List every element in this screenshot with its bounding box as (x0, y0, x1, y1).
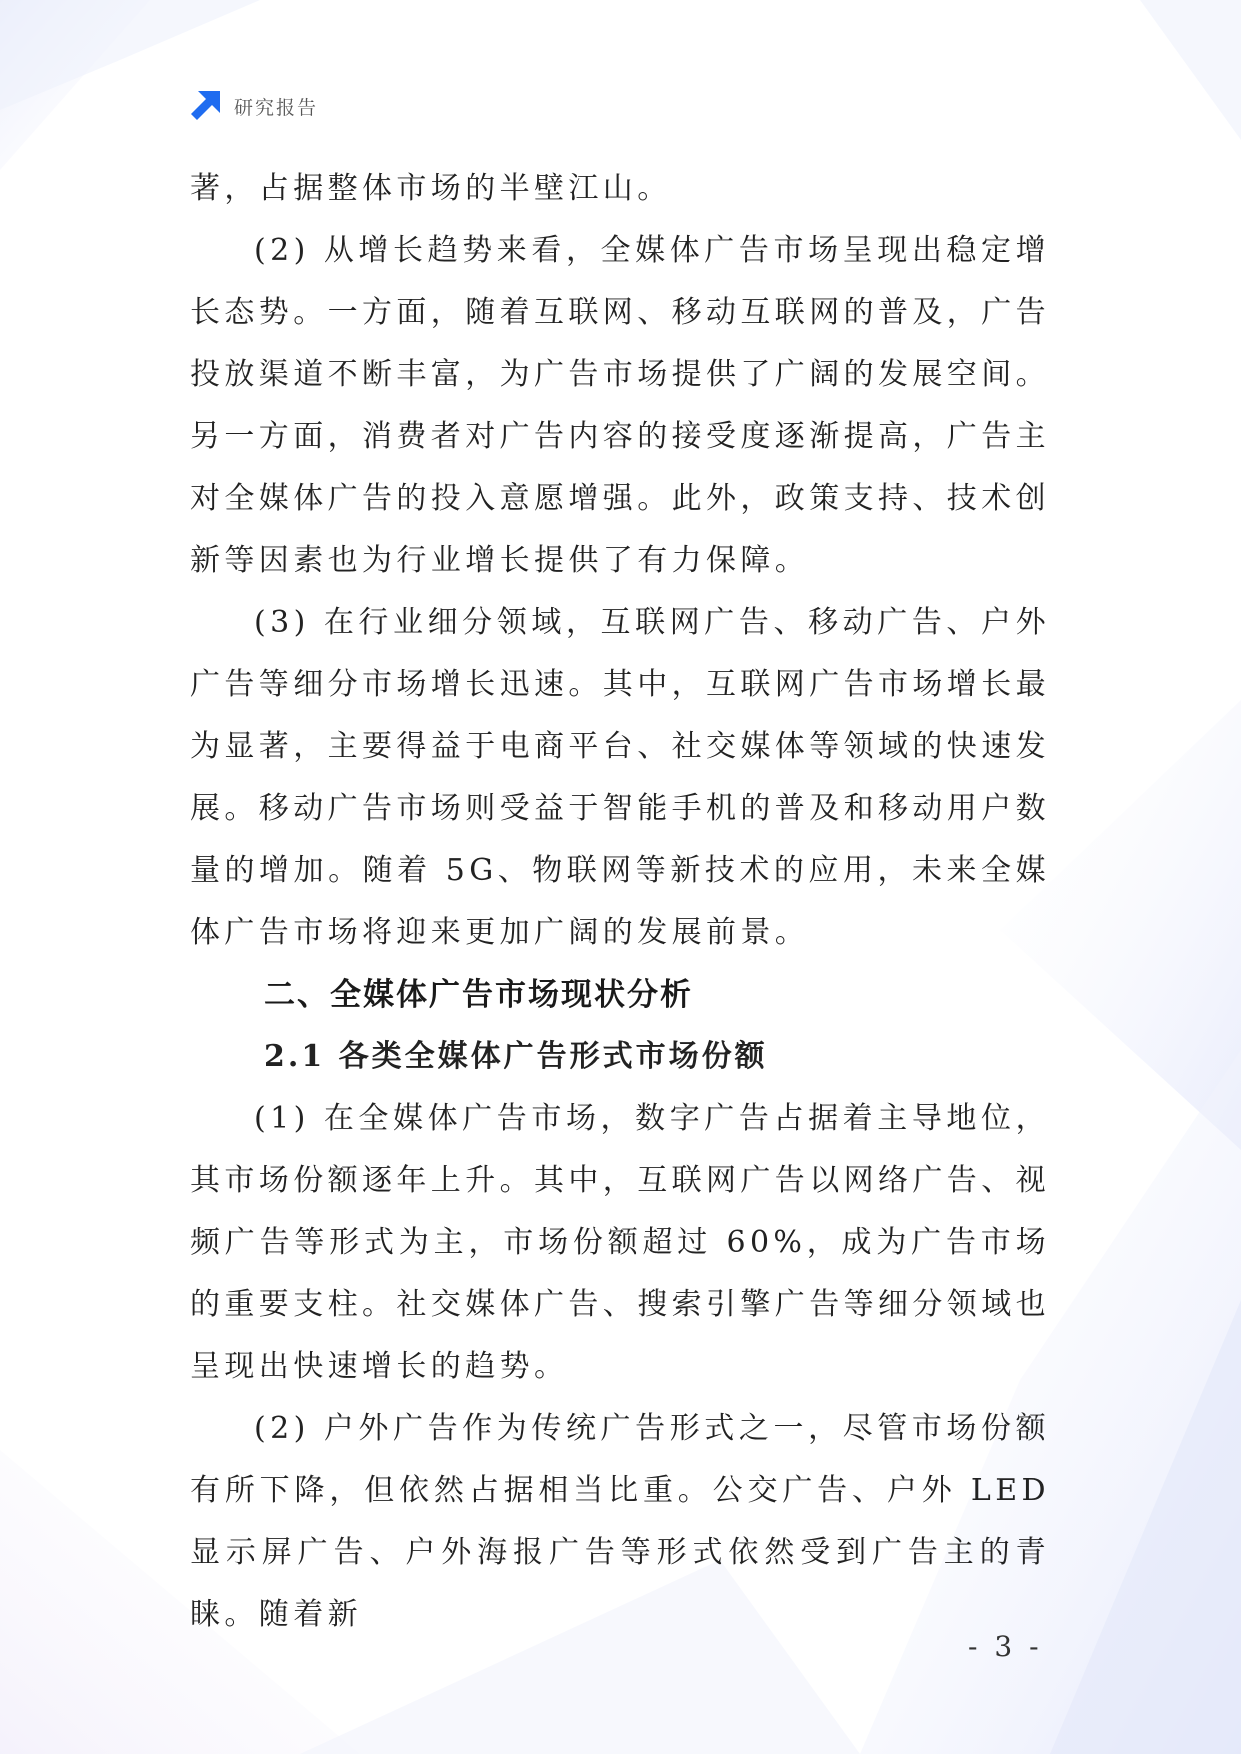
arrow-up-right-icon (188, 89, 222, 123)
paragraph-continuation: 著，占据整体市场的半壁江山。 (190, 171, 672, 206)
paragraph-growth-trend: (2) 从增长趋势来看，全媒体广告市场呈现出稳定增长态势。一方面，随着互联网、移动互联网的普及，广告投放渠道不断丰富，为广告市场提供了广阔的发展空间。另一方面，消费者对广告内容的接受度逐渐提高，广告主对全媒体广告的投入意愿增强。此外，政策支持、技术创新等因素也为行业增长提供了有力保障。 (190, 233, 1050, 578)
bg-shape-top-right (1140, 0, 1241, 140)
report-header (188, 88, 318, 124)
header-title: 研究报告 (234, 96, 319, 119)
section-heading: 二、全媒体广告市场现状分析 (264, 977, 693, 1013)
paragraph-segments: (3) 在行业细分领域，互联网广告、移动广告、户外广告等细分市场增长迅速。其中，互联网广告市场增长最为显著，主要得益于电商平台、社交媒体等领域的快速发展。移动广告市场则受益于智能手机的普及和移动用户数量的增加。随着 5G、物联网等新技术的应用，未来全媒体广告市场将迎来更加广阔的发展前景。 (190, 605, 1050, 950)
paragraph-outdoor-ads: (2) 户外广告作为传统广告形式之一，尽管市场份额有所下降，但依然占据相当比重。公交广告、户外 LED 显示屏广告、户外海报广告等形式依然受到广告主的青睐。随着新 (190, 1411, 1050, 1632)
paragraph-digital-share: (1) 在全媒体广告市场，数字广告占据着主导地位，其市场份额逐年上升。其中，互联网广告以网络广告、视频广告等形式为主，市场份额超过 60%，成为广告市场的重要支柱。社交媒体广告、搜索引擎广告等细分领域也呈现出快速增长的趋势。 (190, 1101, 1050, 1384)
subsection-heading: 2.1 各类全媒体广告形式市场份额 (264, 1039, 768, 1074)
page-number: - 3 - (968, 1630, 1043, 1663)
document-body (190, 158, 1050, 1646)
